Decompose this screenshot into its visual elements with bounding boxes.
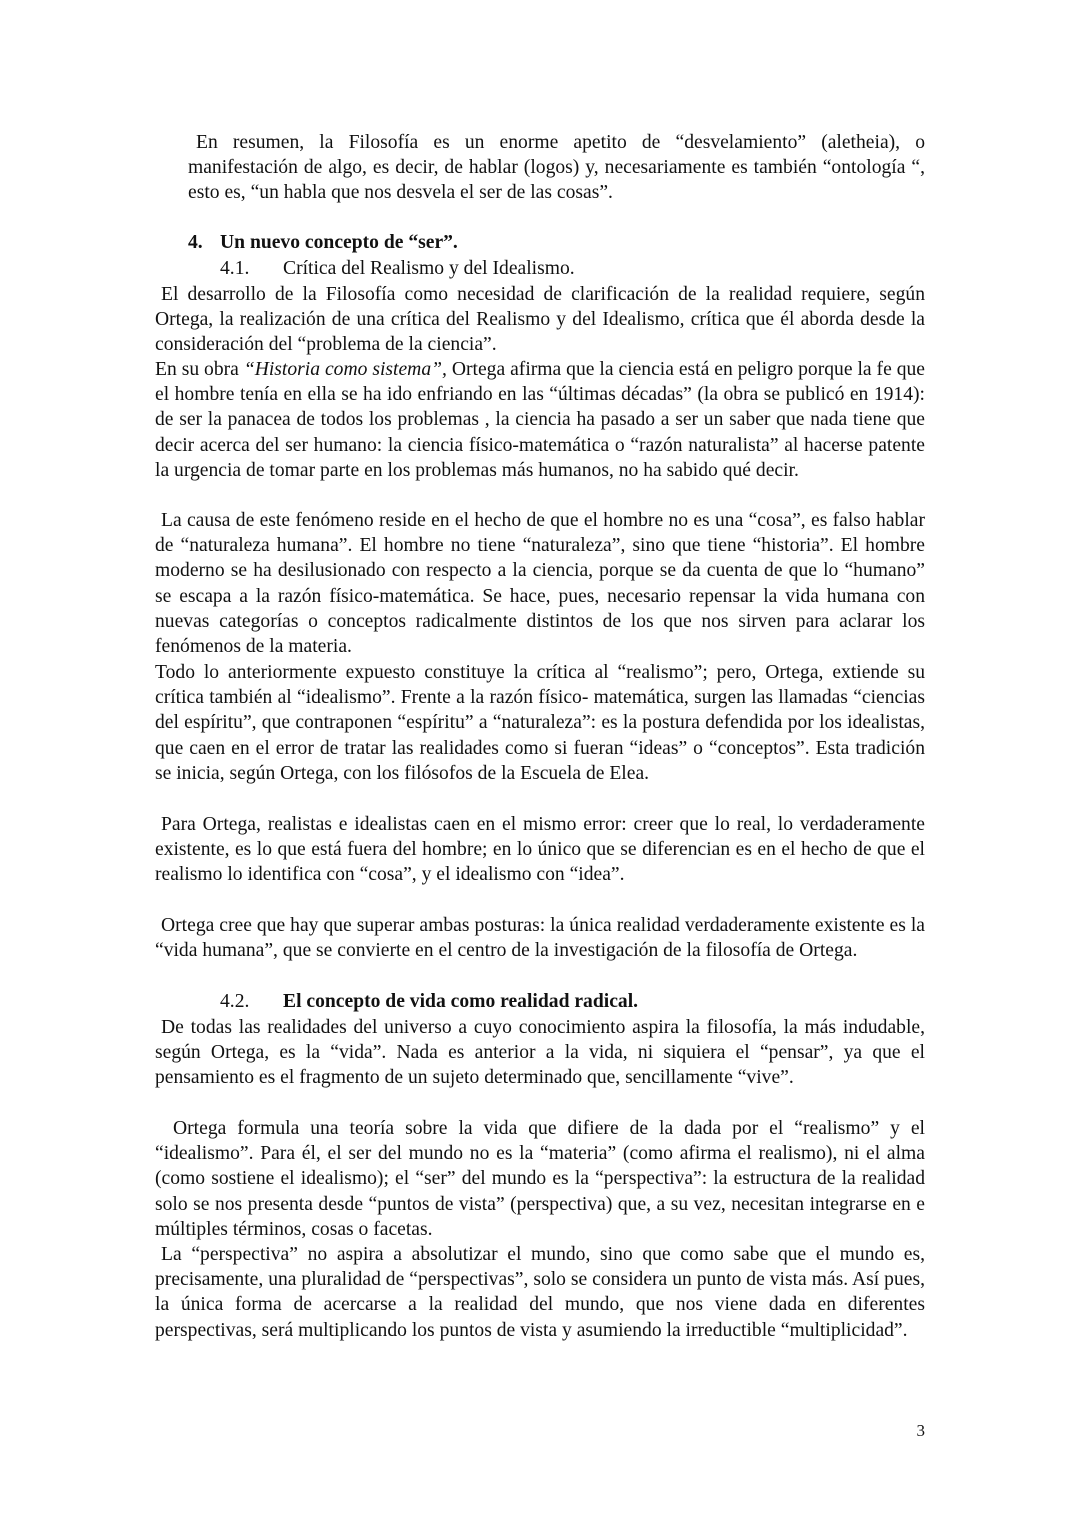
paragraph-1: El desarrollo de la Filosofía como necesidad de clarificación de la realidad requiere, según Ortega, la realización de una crítica del Realismo y del Idealismo, crítica que él aborda desde la consideración del “problema de la ciencia”. — [155, 284, 925, 356]
paragraph-7: De todas las realidades del universo a cuyo conocimiento aspira la filosofía, la más indudable, según Ortega, es la “vida”. Nada es anterior a la vida, ni siquiera el “pensar”, ya que el pensamiento es el fragmento de un sujeto determinado que, sencillamente “vive”. — [155, 1017, 925, 1089]
intro-paragraph — [188, 130, 925, 206]
paragraph-3: La causa de este fenómeno reside en el hecho de que el hombre no es una “cosa”, es falso hablar de “naturaleza humana”. El hombre no tiene “naturaleza”, sino que tiene “historia”. El hombre moderno se ha desilusionado con respecto a la ciencia, porque se da cuenta de que lo “humano” se escapa a la razón físico-matemática. Se hace, pues, necesario repensar la vida humana con nuevas categorías o conceptos radicalmente distintos de los que nos sirven para aclarar los fenómenos de la materia. — [155, 510, 925, 658]
paragraph-2-lead: En su obra — [155, 359, 244, 380]
subsection-number: 4.2. — [220, 991, 250, 1012]
work-title: “Historia como sistema”, — [243, 359, 447, 380]
section-heading — [188, 230, 458, 255]
paragraph-6: Ortega cree que hay que superar ambas posturas: la única realidad verdaderamente existente es la “vida humana”, que se convierte en el centro de la investigación de la filosofía de Ortega. — [155, 915, 925, 962]
paragraph-9: La “perspectiva” no aspira a absolutizar el mundo, sino que como sabe que el mundo es, precisamente, una pluralidad de “perspectivas”, solo se considera un punto de vista más. Así pues, la única forma de acercarse a la realidad del mundo, que nos viene dada en diferentes perspectivas, será multiplicando los puntos de vista y asumiendo la irreductible “multiplicidad”. — [155, 1244, 925, 1341]
paragraph-5: Para Ortega, realistas e idealistas caen en el mismo error: creer que lo real, lo verdaderamente existente, es lo que está fuera del hombre; en lo único que se diferencian es en el hecho de que el realismo lo identifica con “cosa”, y el idealismo con “idea”. — [155, 814, 925, 886]
section-title: Un nuevo concepto de “ser”. — [220, 232, 458, 253]
paragraph-2 — [155, 357, 925, 483]
subsection-title: El concepto de vida como realidad radical. — [283, 991, 639, 1012]
paragraph-4: Todo lo anteriormente expuesto constituye la crítica al “realismo”; pero, Ortega, extiende su crítica también al “idealismo”. Frente a la razón físico- matemática, surgen las llamadas “ciencias del espíritu”, que contraponen “espíritu” a “naturaleza”: es la postura defendida por los idealistas, que caen en el error de tratar las realidades como si fueran “ideas” o “conceptos”. Esta tradición se inicia, según Ortega, con los filósofos de la Escuela de Elea. — [155, 662, 925, 784]
page-number: 3 — [916, 1421, 925, 1440]
paragraph-8: Ortega formula una teoría sobre la vida que difiere de la dada por el “realismo” y el “idealismo”. Para él, el ser del mundo no es la “materia” (como afirma el realismo), ni el alma (como sostiene el idealismo); el “ser” del mundo es la “perspectiva”: la estructura de la realidad solo se nos presenta desde “puntos de vista” (perspectiva) que, a su vez, necesitan integrarse en e múltiples términos, cosas o facetas. — [155, 1118, 925, 1240]
subsection-number: 4.1. — [220, 258, 250, 279]
subsection-heading-4-2 — [220, 989, 638, 1014]
intro-text: En resumen, la Filosofía es un enorme apetito de “desvelamiento” (aletheia), o manifestación de algo, es decir, de hablar (logos) y, necesariamente es también “ontología “, esto es, “un habla que nos desvela el ser de las cosas”. — [188, 132, 925, 204]
section-number: 4. — [188, 232, 203, 253]
subsection-heading-4-1 — [220, 256, 575, 281]
paragraph-2-body: Ortega afirma que la ciencia está en peligro porque la fe que el hombre tenía en ella se ha ido enfriando en las “últimas décadas” (la obra se publicó en 1914): de ser la panacea de todos los problemas , la ciencia ha pasado a ser un saber que nada tiene que decir acerca del ser humano: la ciencia físico-matemática o “razón naturalista” al hacerse patente la urgencia de tomar parte en los problemas más humanos, no ha sabido qué decir. — [155, 359, 925, 481]
subsection-title: Crítica del Realismo y del Idealismo. — [283, 258, 575, 279]
